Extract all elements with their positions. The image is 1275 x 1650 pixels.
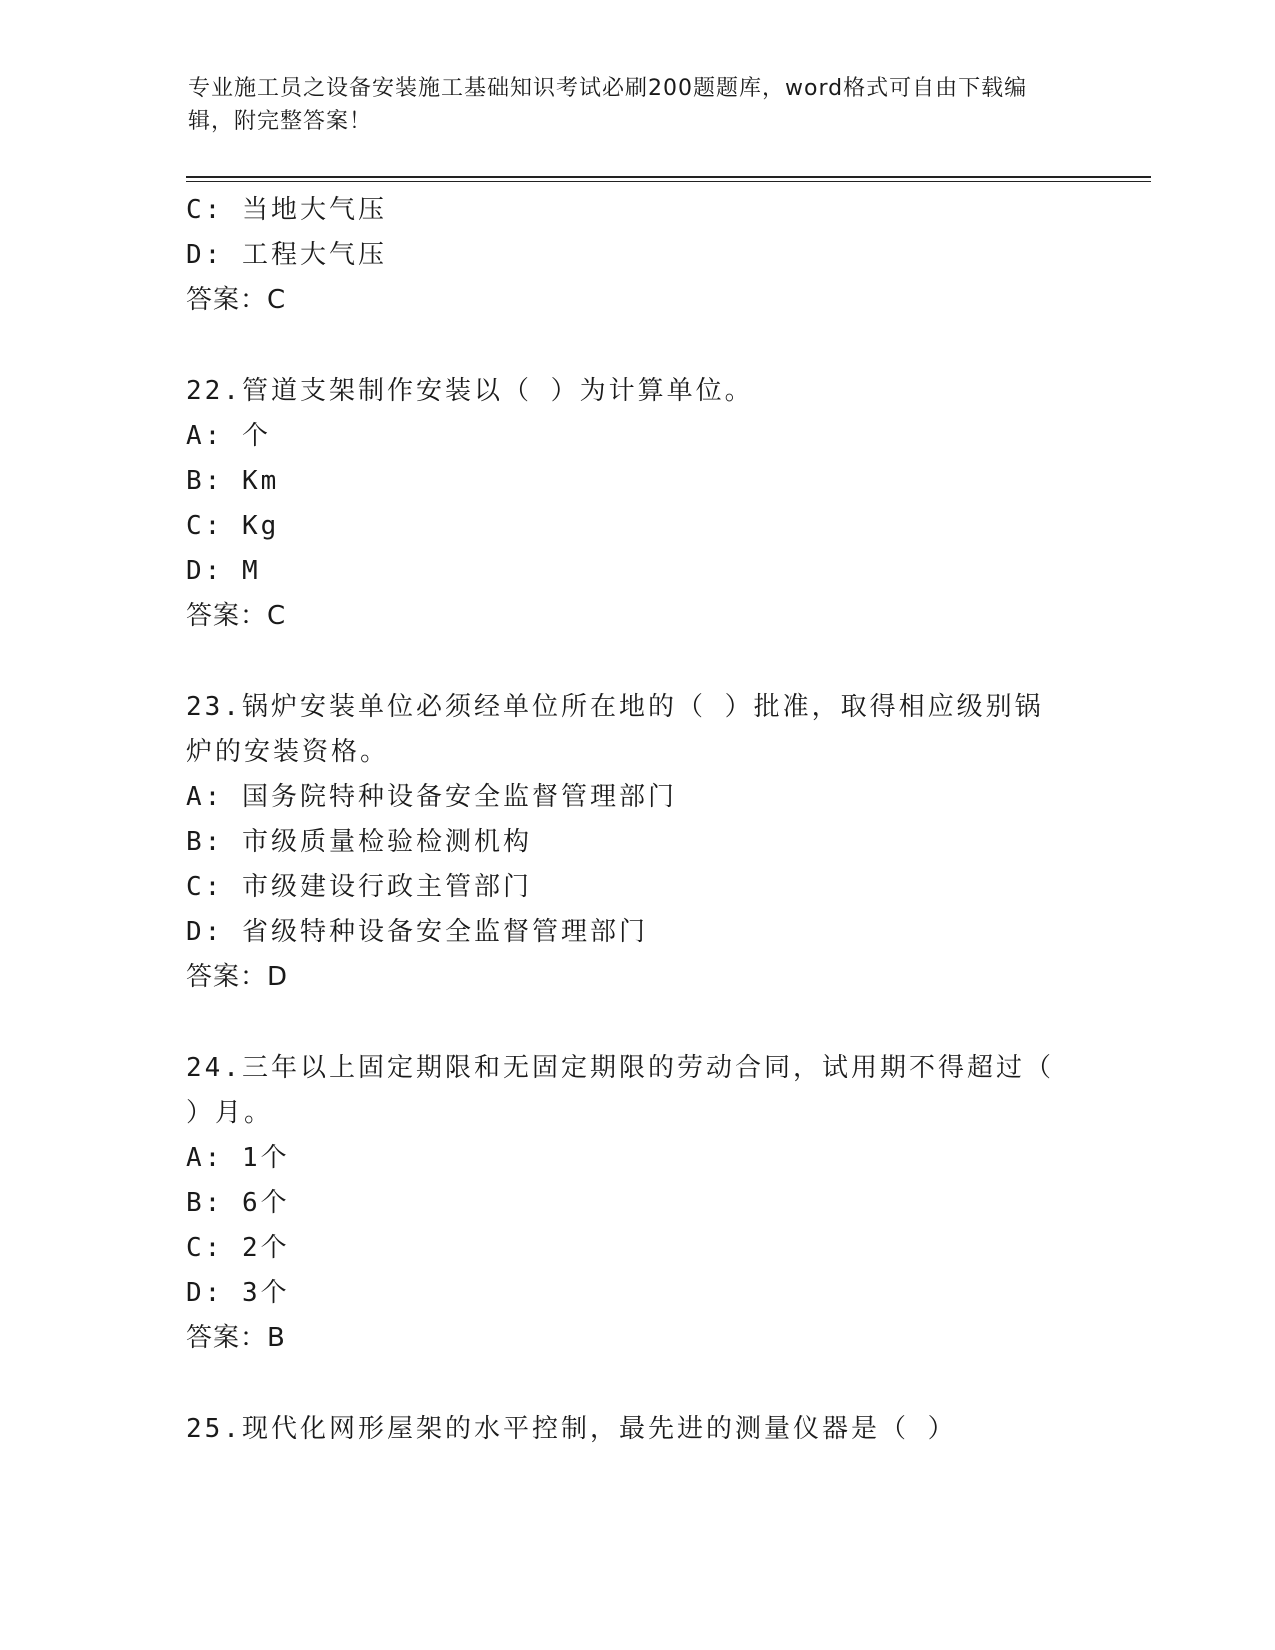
answer-line: 答案：D: [186, 962, 289, 992]
answer-line: 答案：C: [186, 601, 287, 631]
answer-line: 答案：B: [186, 1323, 286, 1353]
spacer: [186, 1000, 1066, 1046]
option-c: C: 2个: [186, 1233, 290, 1263]
question-22: [186, 369, 1066, 639]
option-d: D: 省级特种设备安全监督管理部门: [186, 917, 648, 947]
answer-line: 答案：C: [186, 285, 287, 315]
option-b: B: 6个: [186, 1188, 290, 1218]
page-header: 专业施工员之设备安装施工基础知识考试必刷200题题库，word格式可自由下载编辑，附完整答案！: [188, 76, 1028, 134]
option-a: A: 个: [186, 421, 271, 451]
option-b: B: 市级质量检验检测机构: [186, 827, 532, 857]
option-c: C: 当地大气压: [186, 195, 387, 225]
question-content: [186, 188, 1066, 1452]
option-d: D: 工程大气压: [186, 240, 387, 270]
option-d: D: 3个: [186, 1278, 290, 1308]
question-24: [186, 1046, 1066, 1361]
header-rule-thin: [186, 181, 1151, 182]
option-c: C: 市级建设行政主管部门: [186, 872, 532, 902]
question-stem: 25.现代化网形屋架的水平控制，最先进的测量仪器是（ ）: [186, 1414, 957, 1444]
option-a: A: 1个: [186, 1143, 290, 1173]
option-c: C: Kg: [186, 511, 280, 541]
spacer: [186, 323, 1066, 369]
question-23: [186, 685, 1066, 1000]
spacer: [186, 639, 1066, 685]
spacer: [186, 1361, 1066, 1407]
question-25: [186, 1407, 1066, 1452]
question-21-continued: [186, 188, 1066, 323]
question-stem: 24.三年以上固定期限和无固定期限的劳动合同，试用期不得超过（ ）月。: [186, 1053, 1054, 1128]
header-rule-thick: [186, 176, 1151, 178]
option-b: B: Km: [186, 466, 280, 496]
question-stem: 22.管道支架制作安装以（ ）为计算单位。: [186, 376, 754, 406]
option-a: A: 国务院特种设备安全监督管理部门: [186, 782, 677, 812]
option-d: D: M: [186, 556, 261, 586]
question-stem: 23.锅炉安装单位必须经单位所在地的（ ）批准，取得相应级别锅炉的安装资格。: [186, 692, 1044, 767]
